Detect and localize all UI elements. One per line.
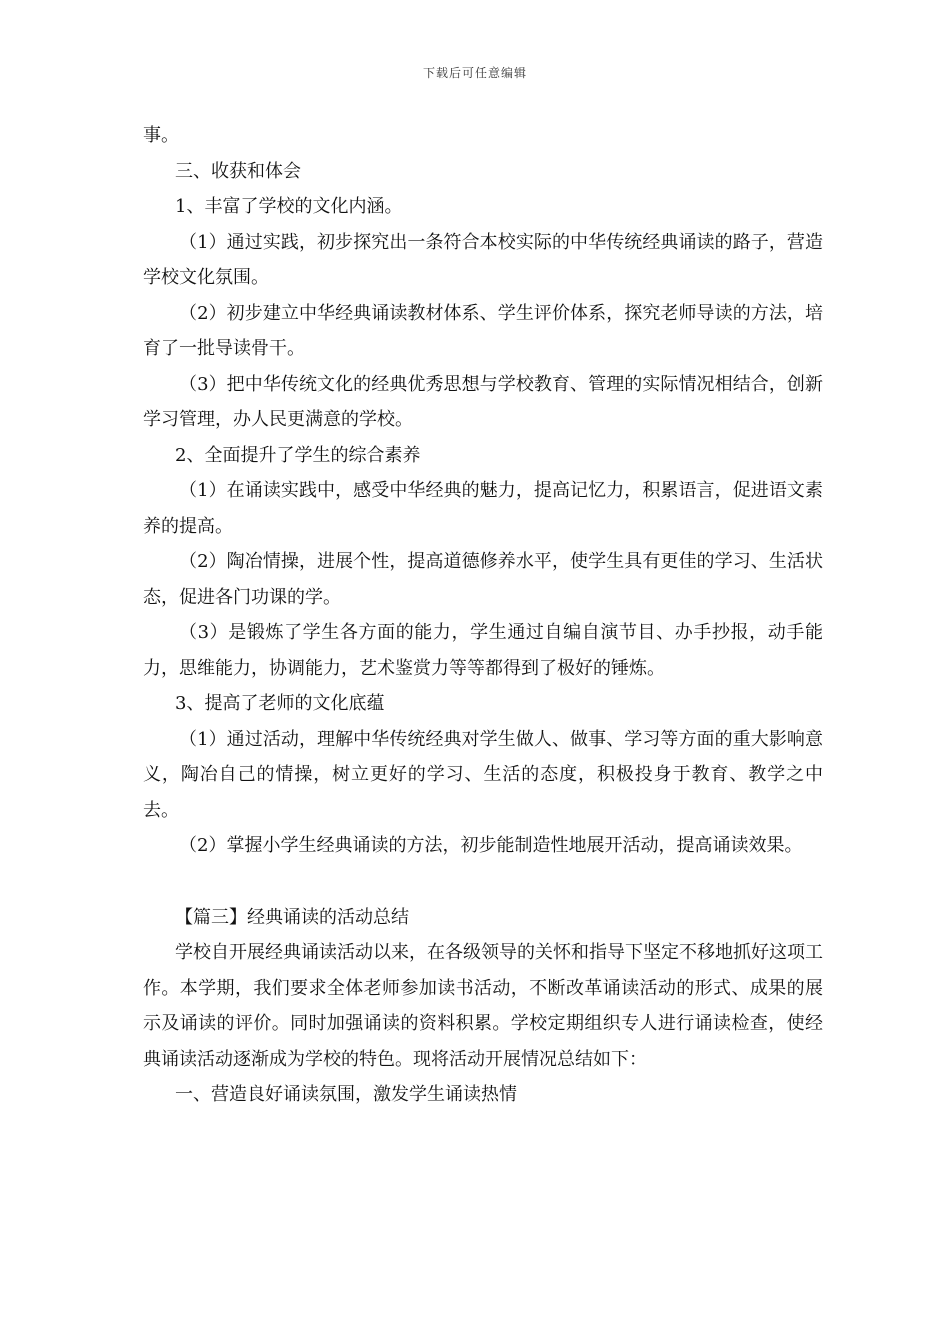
subsection-heading: 2、全面提升了学生的综合素养: [175, 444, 421, 466]
subsection-heading: 3、提高了老师的文化底蕴: [175, 693, 385, 714]
list-item: （1）通过活动，理解中华传统经典对学生做人、做事、学习等方面的重大影响意义，陶冶自己的情操，树立更好的学习、生活的态度，积极投身于教育、教学之中去。: [143, 728, 823, 821]
document-body: [143, 118, 823, 1113]
body-paragraph: 学校自开展经典诵读活动以来，在各级领导的关怀和指导下坚定不移地抓好这项工作。本学期，我们要求全体老师参加读书活动，不断改革诵读活动的形式、成果的展示及诵读的评价。同时加强诵读的资料积累。学校定期组织专人进行诵读检查，使经典诵读活动逐渐成为学校的特色。现将活动开展情况总结如下：: [143, 942, 823, 1070]
subsection-heading: 1、丰富了学校的文化内涵。: [175, 196, 403, 217]
list-item: （2）陶冶情操，进展个性，提高道德修养水平，使学生具有更佳的学习、生活状态，促进各门功课的学。: [143, 551, 823, 608]
list-item: （2）初步建立中华经典诵读教材体系、学生评价体系，探究老师导读的方法，培育了一批导读骨干。: [143, 302, 823, 359]
section-heading: 一、营造良好诵读氛围，激发学生诵读热情: [175, 1084, 517, 1105]
list-item: （2）掌握小学生经典诵读的方法，初步能制造性地展开活动，提高诵读效果。: [179, 835, 803, 856]
paragraph-continuation: 事。: [143, 125, 179, 146]
list-item: （3）把中华传统文化的经典优秀思想与学校教育、管理的实际情况相结合，创新学习管理，办人民更满意的学校。: [143, 373, 823, 430]
list-item: （3）是锻炼了学生各方面的能力，学生通过自编自演节目、办手抄报，动手能力，思维能力，协调能力，艺术鉴赏力等等都得到了极好的锤炼。: [143, 622, 823, 679]
section-heading: 三、收获和体会: [175, 160, 301, 182]
list-item: （1）通过实践，初步探究出一条符合本校实际的中华传统经典诵读的路子，营造学校文化氛围。: [143, 231, 823, 288]
blank-line: [143, 864, 823, 900]
list-item: （1）在诵读实践中，感受中华经典的魅力，提高记忆力，积累语言，促进语文素养的提高。: [143, 480, 823, 537]
page-header: 下载后可任意编辑: [422, 66, 527, 80]
article-title: 【篇三】经典诵读的活动总结: [175, 906, 409, 928]
